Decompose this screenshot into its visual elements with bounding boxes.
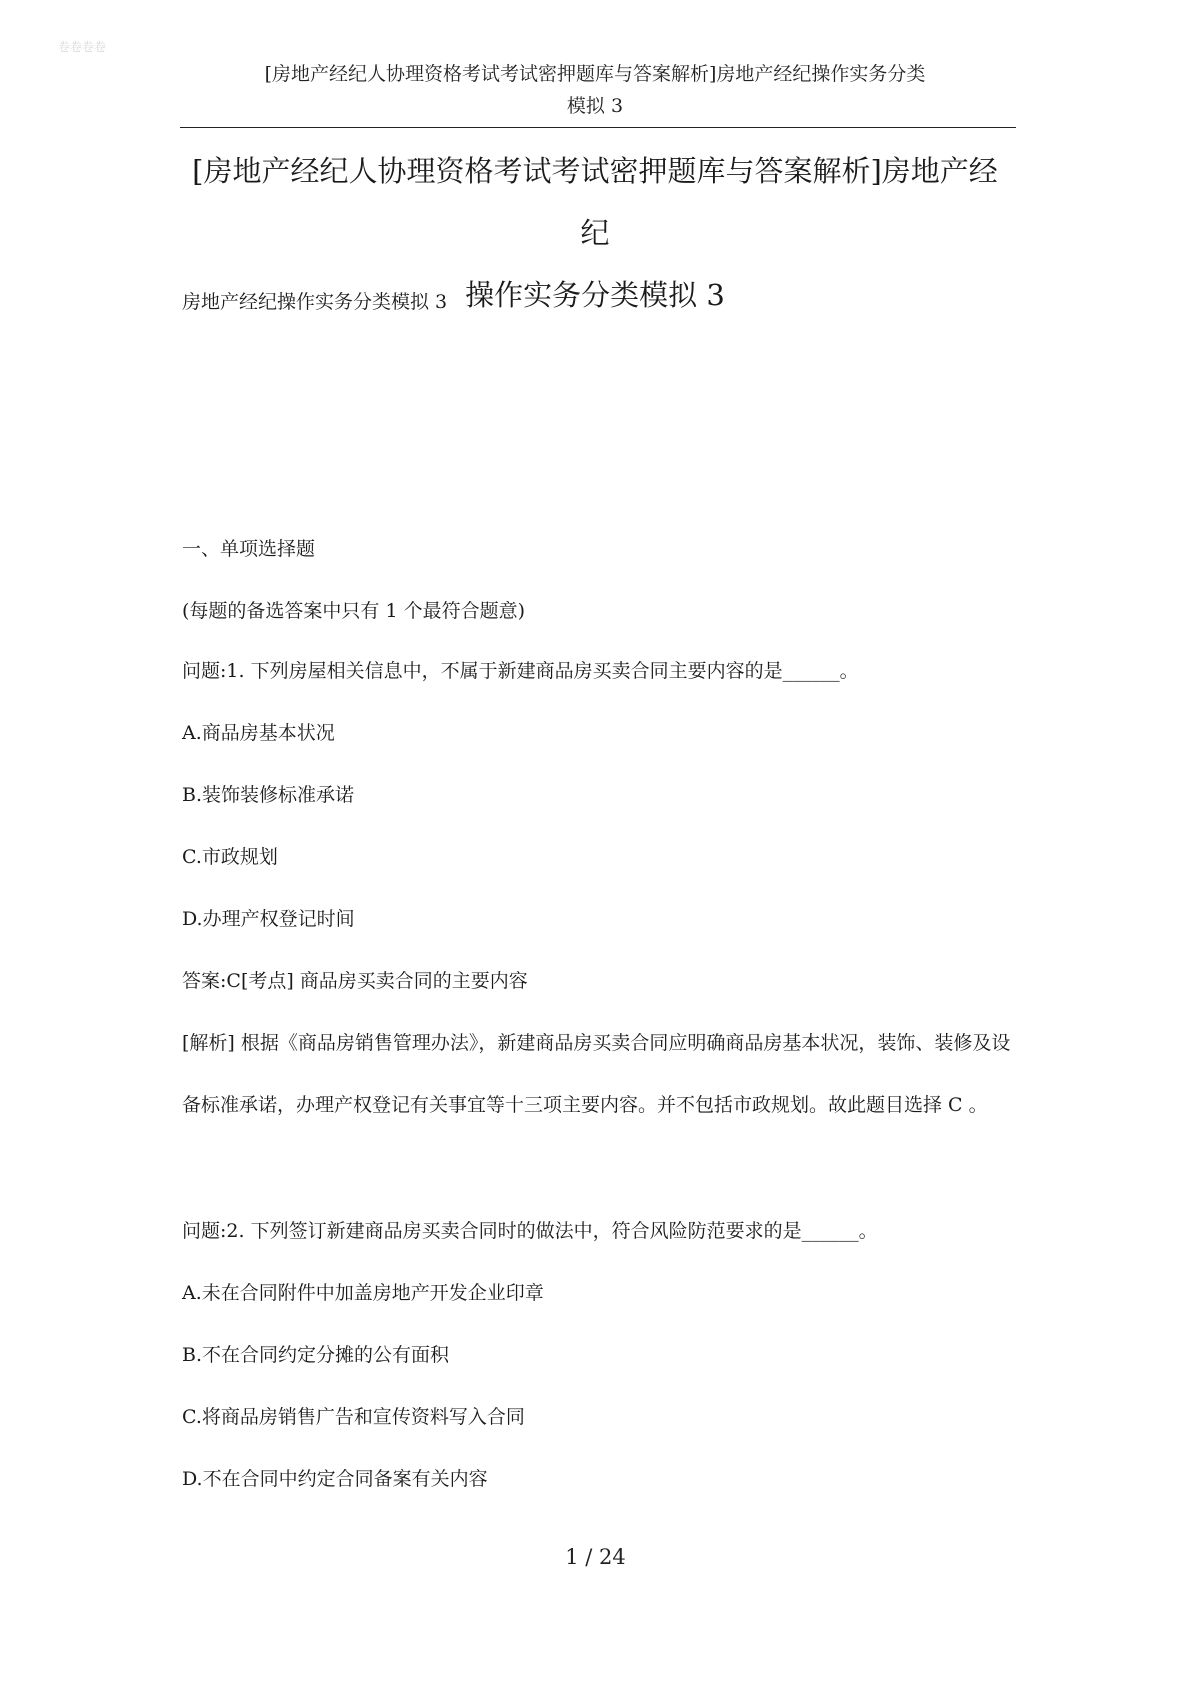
corner-watermark: 卷卷卷卷 — [58, 40, 107, 54]
question-2-option-c: C.将商品房销售广告和宣传资料写入合同 — [182, 1406, 525, 1428]
running-header-line-1: [房地产经纪人协理资格考试考试密押题库与答案解析]房地产经纪操作实务分类 — [264, 63, 926, 85]
question-2-option-b: B.不在合同约定分摊的公有面积 — [182, 1344, 450, 1366]
document-title-line-1: [房地产经纪人协理资格考试考试密押题库与答案解析]房地产经纪 — [192, 154, 998, 250]
section-heading: 一、单项选择题 — [182, 538, 316, 560]
question-1-option-c: C.市政规划 — [182, 846, 278, 868]
question-1-option-a: A.商品房基本状况 — [182, 722, 335, 744]
document-subtitle: 房地产经纪操作实务分类模拟 3 — [182, 291, 448, 313]
document-title-line-2: 操作实务分类模拟 3 — [465, 278, 725, 312]
question-2-option-a: A.未在合同附件中加盖房地产开发企业印章 — [182, 1282, 544, 1304]
running-header — [180, 58, 1010, 122]
question-2-option-d: D.不在合同中约定合同备案有关内容 — [182, 1468, 488, 1490]
question-1-answer: 答案:C[考点] 商品房买卖合同的主要内容 — [182, 970, 528, 992]
section-note: (每题的备选答案中只有 1 个最符合题意) — [182, 600, 525, 622]
question-1-option-d: D.办理产权登记时间 — [182, 908, 355, 930]
question-1-stem: 问题:1. 下列房屋相关信息中，不属于新建商品房买卖合同主要内容的是______。 — [182, 660, 859, 682]
running-header-line-2: 模拟 3 — [566, 95, 624, 117]
question-1-option-b: B.装饰装修标准承诺 — [182, 784, 355, 806]
question-2-stem: 问题:2. 下列签订新建商品房买卖合同时的做法中，符合风险防范要求的是______。 — [182, 1220, 878, 1242]
page-number: 1 / 24 — [565, 1545, 626, 1569]
question-1-analysis: [解析] 根据《商品房销售管理办法》，新建商品房买卖合同应明确商品房基本状况，装饰、装修及设备标准承诺，办理产权登记有关事宜等十三项主要内容。并不包括市政规划。故此题目选择 C 。 — [182, 1032, 1011, 1116]
header-divider — [180, 127, 1016, 128]
